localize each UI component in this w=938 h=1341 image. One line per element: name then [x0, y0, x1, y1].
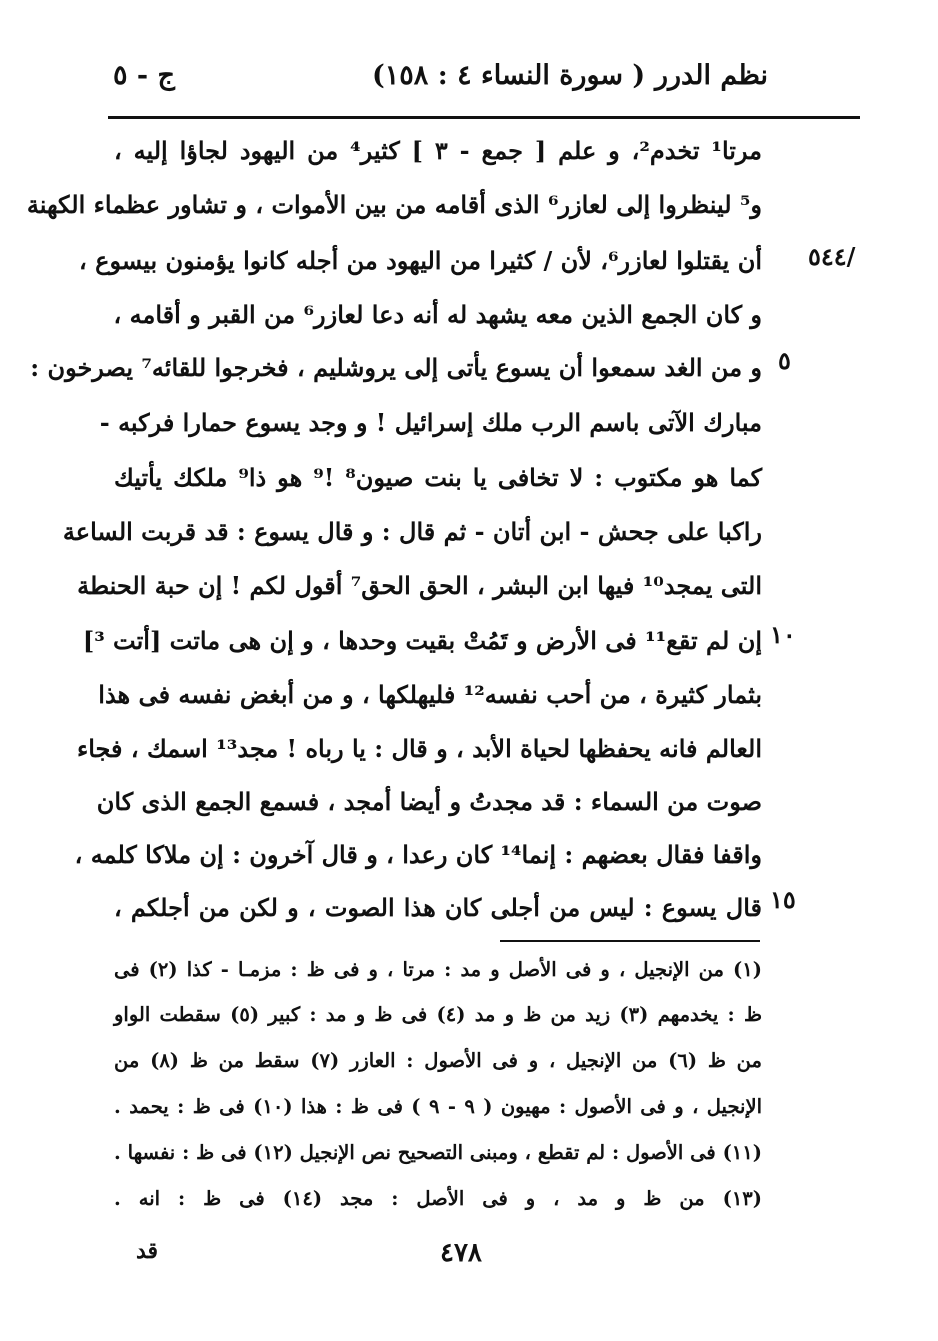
- text-line: مرتا¹ تخدم²، و علم [ جمع - ٣ ] كثير⁴ من اليهود لجاؤا إليه ،: [114, 136, 763, 165]
- footnote-rule: [500, 940, 760, 942]
- footnote-line: (١٣) من ظ و مد ، و فى الأصل : مجد (١٤) فى ظ : انه .: [114, 1187, 762, 1210]
- line-number-10: ١٠: [770, 620, 796, 649]
- text-line: و⁵ لينظروا إلى لعازر⁶ الذى أقامه من بين الأموات ، و تشاور عظماء الكهنة: [26, 190, 762, 219]
- text-line: أن يقتلوا لعازر⁶، لأن / كثيرا من اليهود من أجله كانوا يؤمنون بيسوع ،: [79, 246, 762, 275]
- text-line: بثمار كثيرة ، من أحب نفسه¹² فليهلكها ، و من أبغض نفسه فى هذا: [98, 680, 762, 709]
- footnote-line: ظ : يخدمهم (٣) زيد من ظ و مد (٤) فى ظ و مد : كبير (٥) سقطت الواو: [114, 1003, 762, 1026]
- manuscript-folio-marker: /٥٤٤: [808, 242, 856, 271]
- header-rule: [108, 116, 860, 119]
- text-line: راكبا على جحش - ابن أتان - ثم قال : و قال يسوع : قد قربت الساعة: [62, 517, 762, 546]
- running-title: نظم الدرر: [654, 60, 768, 91]
- volume-label: ج - ٥: [113, 60, 175, 91]
- text-line: قال يسوع : ليس من أجلى كان هذا الصوت ، و لكن من أجلكم ،: [114, 893, 762, 922]
- footnote-line: (١١) فى الأصول : لم تقطع ، ومبنى التصحيح نص الإنجيل (١٢) فى ظ : نفسها .: [114, 1141, 762, 1164]
- footnote-line: الإنجيل ، و فى الأصول : مهيون ( ٩ - ٩ ) فى ظ : هذا (١٠) فى ظ : يحمد .: [114, 1095, 762, 1118]
- page-number: ٤٧٨: [440, 1238, 482, 1268]
- text-line: واقفا فقال بعضهم : إنما¹⁴ كان رعدا ، و قال آخرون : إن ملاكا كلمه ،: [74, 840, 762, 869]
- footnote-line: من ظ (٦) من الإنجيل ، و فى الأصول : العازر (٧) سقط من ظ (٨) من: [114, 1049, 762, 1072]
- text-line: و من الغد سمعوا أن يسوع يأتى إلى يروشليم ، فخرجوا للقائه⁷ يصرخون :: [30, 353, 762, 382]
- text-line: التى يمجد¹⁰ فيها ابن البشر ، الحق الحق⁷ أقول لكم ! إن حبة الحنطة: [77, 571, 762, 600]
- text-line: إن لم تقع¹¹ فى الأرض و تَمُتْ بقيت وحدها ، و إن هى ماتت [أتت ³]: [82, 626, 762, 655]
- footnote-line: (١) من الإنجيل ، و فى الأصل و مد : مرتا ، و فى ظ : مزمـا - كذا (٢) فى: [114, 958, 762, 981]
- text-line: و كان الجمع الذين معه يشهد له أنه دعا لعازر⁶ من القبر و أقامه ،: [113, 300, 762, 329]
- line-number-15: ١٥: [770, 885, 796, 914]
- text-line: العالم فانه يحفظها لحياة الأبد ، و قال : يا رباه ! مجد¹³ اسمك ، فجاء: [76, 734, 762, 763]
- catchword: قد: [136, 1238, 159, 1264]
- text-line: مبارك الآتى باسم الرب ملك إسرائيل ! و وجد يسوع حمارا فركبه -: [99, 408, 762, 437]
- text-line: صوت من السماء : قد مجدتُ و أيضا أمجد ، فسمع الجمع الذى كان: [96, 787, 762, 816]
- text-line: كما هو مكتوب : لا تخافى يا بنت صيون⁸ !⁹ هو ذا⁹ ملكك يأتيك: [114, 463, 763, 492]
- surah-reference: ( سورة النساء ٤ : ١٥٨): [372, 60, 646, 91]
- line-number-5: ٥: [778, 346, 791, 375]
